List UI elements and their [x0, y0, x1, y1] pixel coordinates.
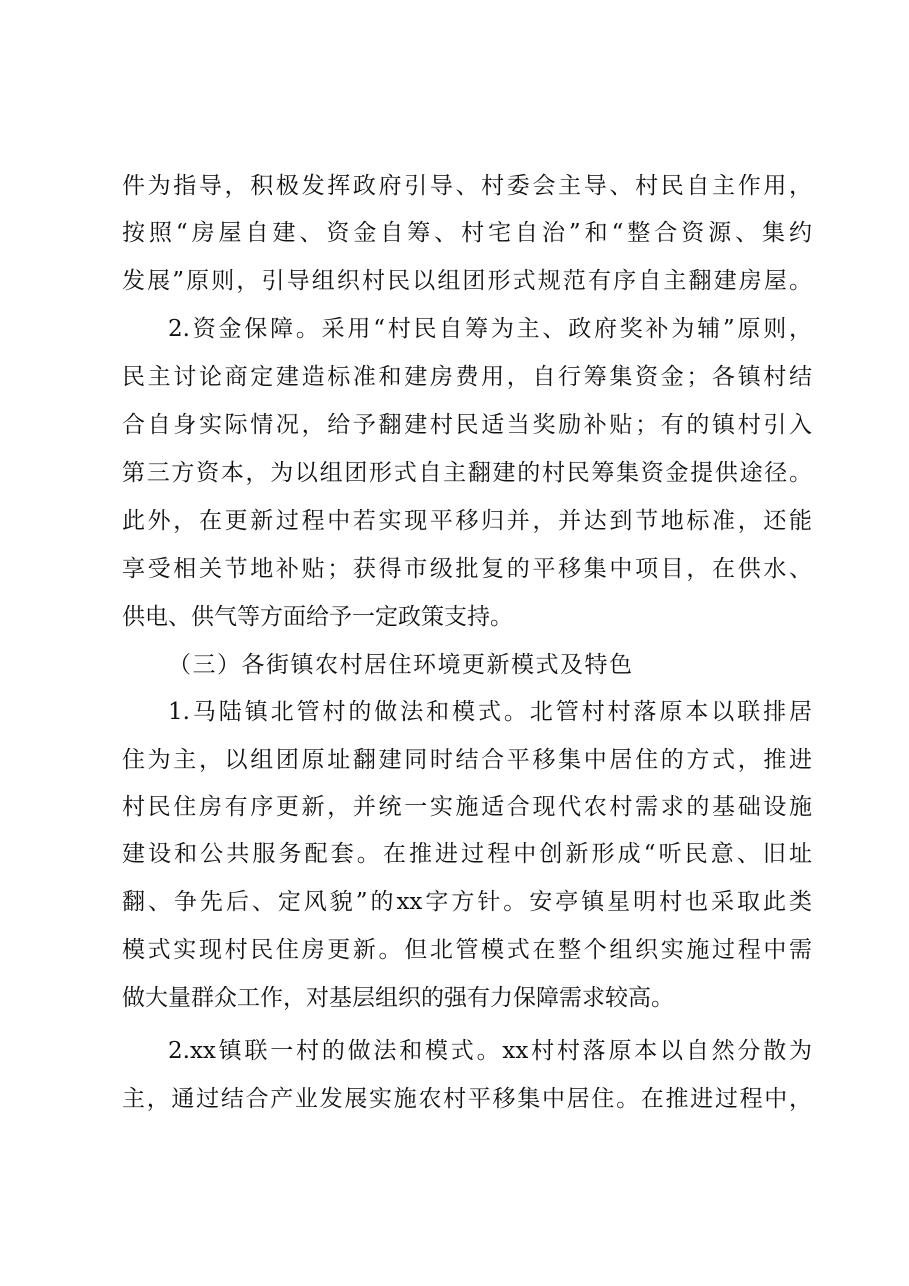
paragraph-line: 村民住房有序更新，并统一实施适合现代农村需求的基础设施	[122, 794, 812, 820]
paragraph-line: 翻、争先后、定风貌”的xx字方针。安亭镇星明村也采取此类	[122, 889, 812, 915]
section-heading: （三）各街镇农村居住环境更新模式及特色	[168, 652, 634, 678]
paragraph-line: 2.资金保障。采用“村民自筹为主、政府奖补为辅”原则，	[168, 316, 812, 342]
paragraph-line: 模式实现村民住房更新。但北管模式在整个组织实施过程中需	[122, 937, 812, 963]
paragraph-line: 此外，在更新过程中若实现平移归并，并达到节地标准，还能	[122, 508, 812, 534]
paragraph-line: 2.xx镇联一村的做法和模式。xx村村落原本以自然分散为	[168, 1038, 812, 1064]
paragraph-line: 民主讨论商定建造标准和建房费用，自行筹集资金；各镇村结	[122, 364, 812, 390]
paragraph-line: 第三方资本，为以组团形式自主翻建的村民筹集资金提供途径。	[122, 460, 812, 486]
paragraph-line: 主，通过结合产业发展实施农村平移集中居住。在推进过程中，	[122, 1086, 812, 1112]
paragraph-line: 发展”原则，引导组织村民以组团形式规范有序自主翻建房屋。	[122, 268, 812, 294]
paragraph-line: 合自身实际情况，给予翻建村民适当奖励补贴；有的镇村引入	[122, 412, 812, 438]
paragraph-line: 供电、供气等方面给予一定政策支持。	[122, 604, 513, 630]
paragraph-line: 建设和公共服务配套。在推进过程中创新形成“听民意、旧址	[122, 841, 812, 867]
paragraph-line: 1.马陆镇北管村的做法和模式。北管村村落原本以联排居	[168, 699, 812, 725]
paragraph-line: 做大量群众工作，对基层组织的强有力保障需求较高。	[122, 985, 674, 1011]
paragraph-line: 按照“房屋自建、资金自筹、村宅自治”和“整合资源、集约	[122, 220, 812, 246]
paragraph-line: 住为主，以组团原址翻建同时结合平移集中居住的方式，推进	[122, 747, 812, 773]
paragraph-line: 享受相关节地补贴；获得市级批复的平移集中项目，在供水、	[122, 556, 812, 582]
paragraph-line: 件为指导，积极发挥政府引导、村委会主导、村民自主作用，	[122, 173, 812, 199]
